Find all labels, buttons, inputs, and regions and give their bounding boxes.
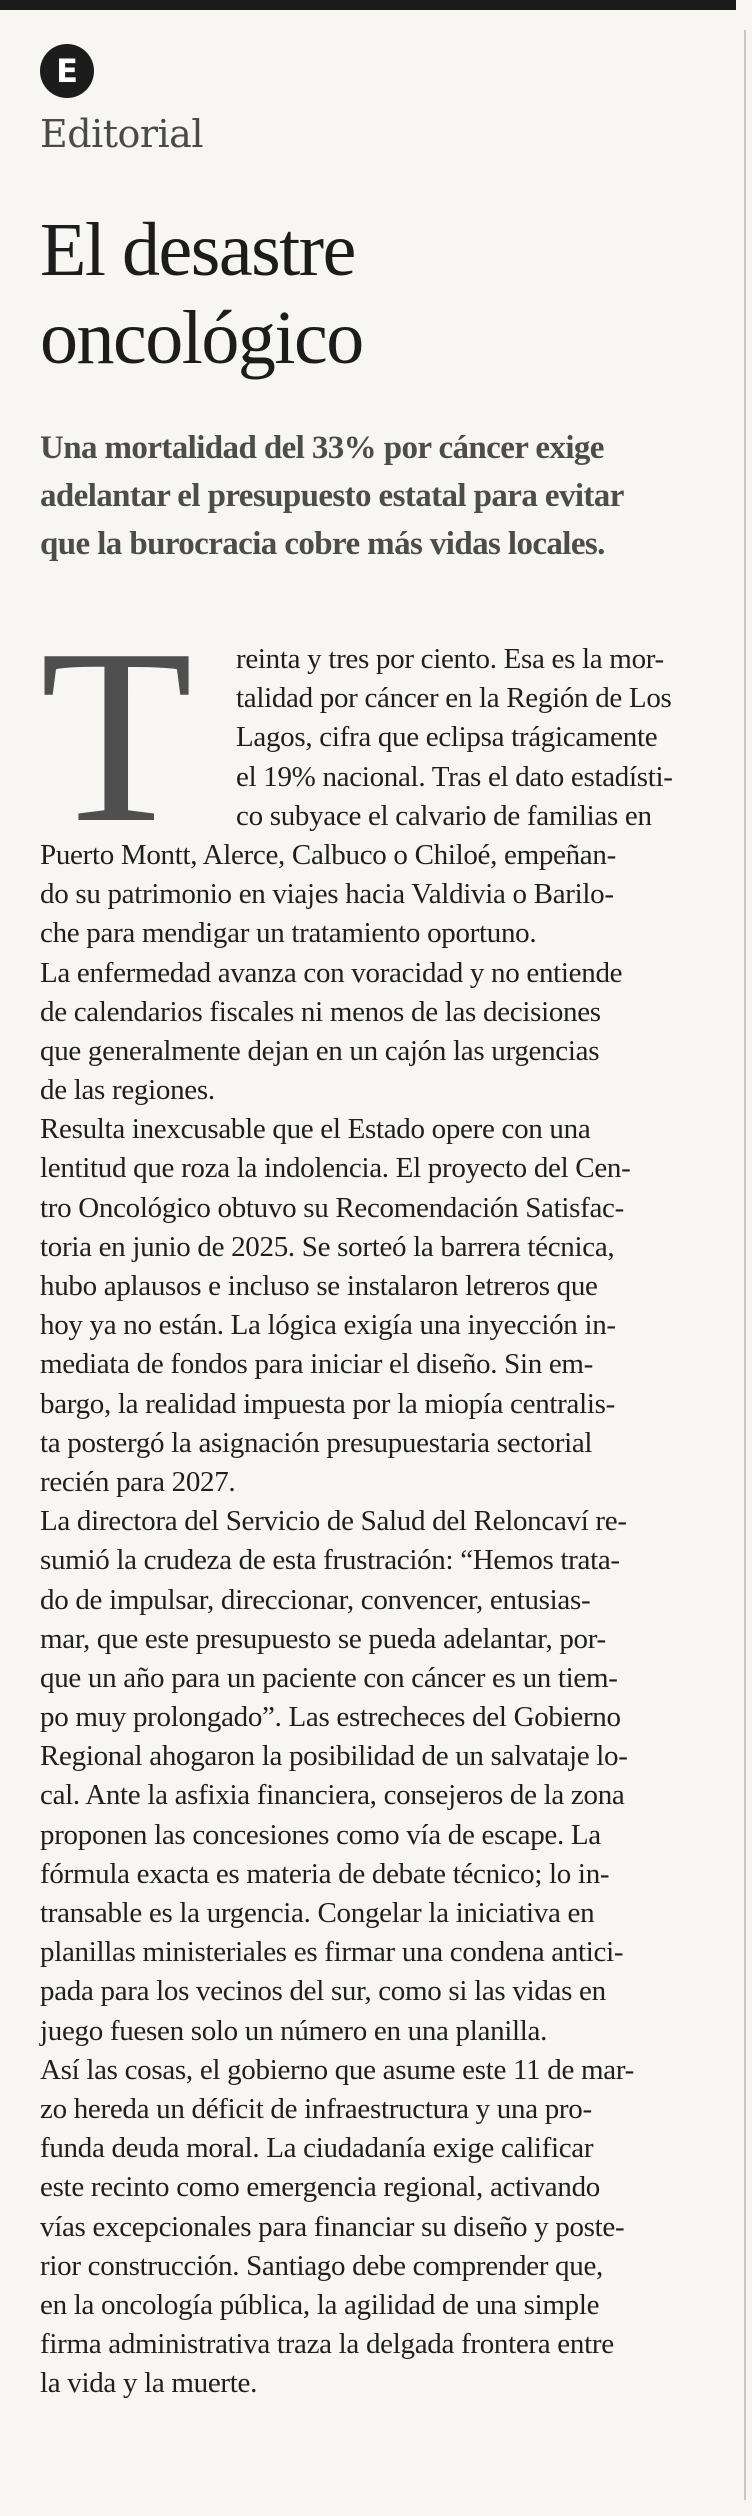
article-line: Resulta inexcusable que el Estado opere con una (40, 1113, 591, 1146)
article-line: Regional ahogaron la posibilidad de un salvataje lo- (40, 1740, 628, 1773)
article-line: do su patrimonio en viajes hacia Valdivia o Barilo- (40, 878, 614, 911)
drop-cap: T (40, 598, 193, 875)
article-line: en la oncología pública, la agilidad de una simple (40, 2288, 600, 2321)
subhead-line: adelantar el presupuesto estatal para evitar (40, 478, 624, 514)
article-body (40, 598, 732, 2403)
headline-line: El desastre (40, 208, 355, 292)
article-line: Puerto Montt, Alerce, Calbuco o Chiloé, empeñan- (40, 838, 616, 871)
article-line: firma administrativa traza la delgada frontera entre (40, 2328, 614, 2361)
subhead-line: que la burocracia cobre más vidas locales. (40, 526, 605, 562)
article-line: rior construcción. Santiago debe comprender que, (40, 2249, 603, 2282)
article-line: tro Oncológico obtuvo su Recomendación Satisfac- (40, 1191, 624, 1224)
headline-line: oncológico (40, 296, 363, 380)
section-label: Editorial (40, 112, 203, 156)
article-line: hoy ya no están. La lógica exigía una inyección in- (40, 1309, 616, 1342)
article-line: La enfermedad avanza con voracidad y no entiende (40, 956, 623, 989)
article-line: reinta y tres por ciento. Esa es la mor- (236, 643, 664, 675)
article-line: hubo aplausos e incluso se instalaron letreros que (40, 1270, 598, 1302)
article-line: co subyace el calvario de familias en (236, 799, 652, 832)
article-line: cal. Ante la asfixia financiera, consejeros de la zona (40, 1779, 625, 1812)
article-line: Lagos, cifra que eclipsa trágicamente (236, 721, 658, 754)
section-badge: E (40, 44, 94, 98)
column-divider (744, 30, 746, 2500)
article-line: este recinto como emergencia regional, activando (40, 2171, 600, 2204)
article-line: do de impulsar, direccionar, convencer, entusias- (40, 1583, 591, 1616)
article-line: de las regiones. (40, 1074, 215, 1107)
article-line: planillas ministeriales es firmar una condena antici- (40, 1936, 624, 1969)
article-line: funda deuda moral. La ciudadanía exige calificar (40, 2132, 594, 2165)
article-line: la vida y la muerte. (40, 2367, 258, 2400)
article-line: che para mendigar un tratamiento oportuno. (40, 917, 537, 950)
article-line: lentitud que roza la indolencia. El proyecto del Cen- (40, 1152, 631, 1185)
article-line: pada para los vecinos del sur, como si las vidas en (40, 1975, 606, 2008)
subhead-line: Una mortalidad del 33% por cáncer exige (40, 430, 604, 466)
article-line: mar, que este presupuesto se pueda adelantar, por- (40, 1622, 606, 1655)
article-line: fórmula exacta es materia de debate técnico; lo in- (40, 1857, 610, 1890)
article-line: de calendarios fiscales ni menos de las decisiones (40, 995, 601, 1028)
top-rule (0, 0, 736, 10)
article-line: vías excepcionales para financiar su diseño y poste- (40, 2210, 625, 2243)
article-line: talidad por cáncer en la Región de Los (236, 682, 672, 715)
article-line: que generalmente dejan en un cajón las urgencias (40, 1034, 600, 1067)
article-line: recién para 2027. (40, 1465, 236, 1498)
article-line: sumió la crudeza de esta frustración: “Hemos trata- (40, 1544, 620, 1577)
article-line: Así las cosas, el gobierno que asume este 11 de mar- (40, 2053, 634, 2086)
article-line: toria en junio de 2025. Se sorteó la barrera técnica, (40, 1230, 615, 1263)
article-line: zo hereda un déficit de infraestructura y una pro- (40, 2092, 592, 2125)
article-line: ta postergó la asignación presupuestaria sectorial (40, 1426, 593, 1459)
headline (40, 208, 730, 388)
article-line: bargo, la realidad impuesta por la miopía centralis- (40, 1387, 615, 1420)
article-line: el 19% nacional. Tras el dato estadísti- (236, 760, 673, 793)
article-line: mediata de fondos para iniciar el diseño. Sin em- (40, 1348, 594, 1381)
article-line: La directora del Servicio de Salud del Reloncaví re- (40, 1505, 627, 1538)
article-line: juego fuesen solo un número en una planilla. (40, 2014, 548, 2047)
article-line: que un año para un paciente con cáncer es un tiem- (40, 1661, 618, 1694)
article-line: transable es la urgencia. Congelar la iniciativa en (40, 1897, 595, 1929)
article-line: proponen las concesiones como vía de escape. La (40, 1818, 601, 1851)
subheadline (40, 424, 730, 568)
article-line: po muy prolongado”. Las estrecheces del Gobierno (40, 1701, 621, 1734)
